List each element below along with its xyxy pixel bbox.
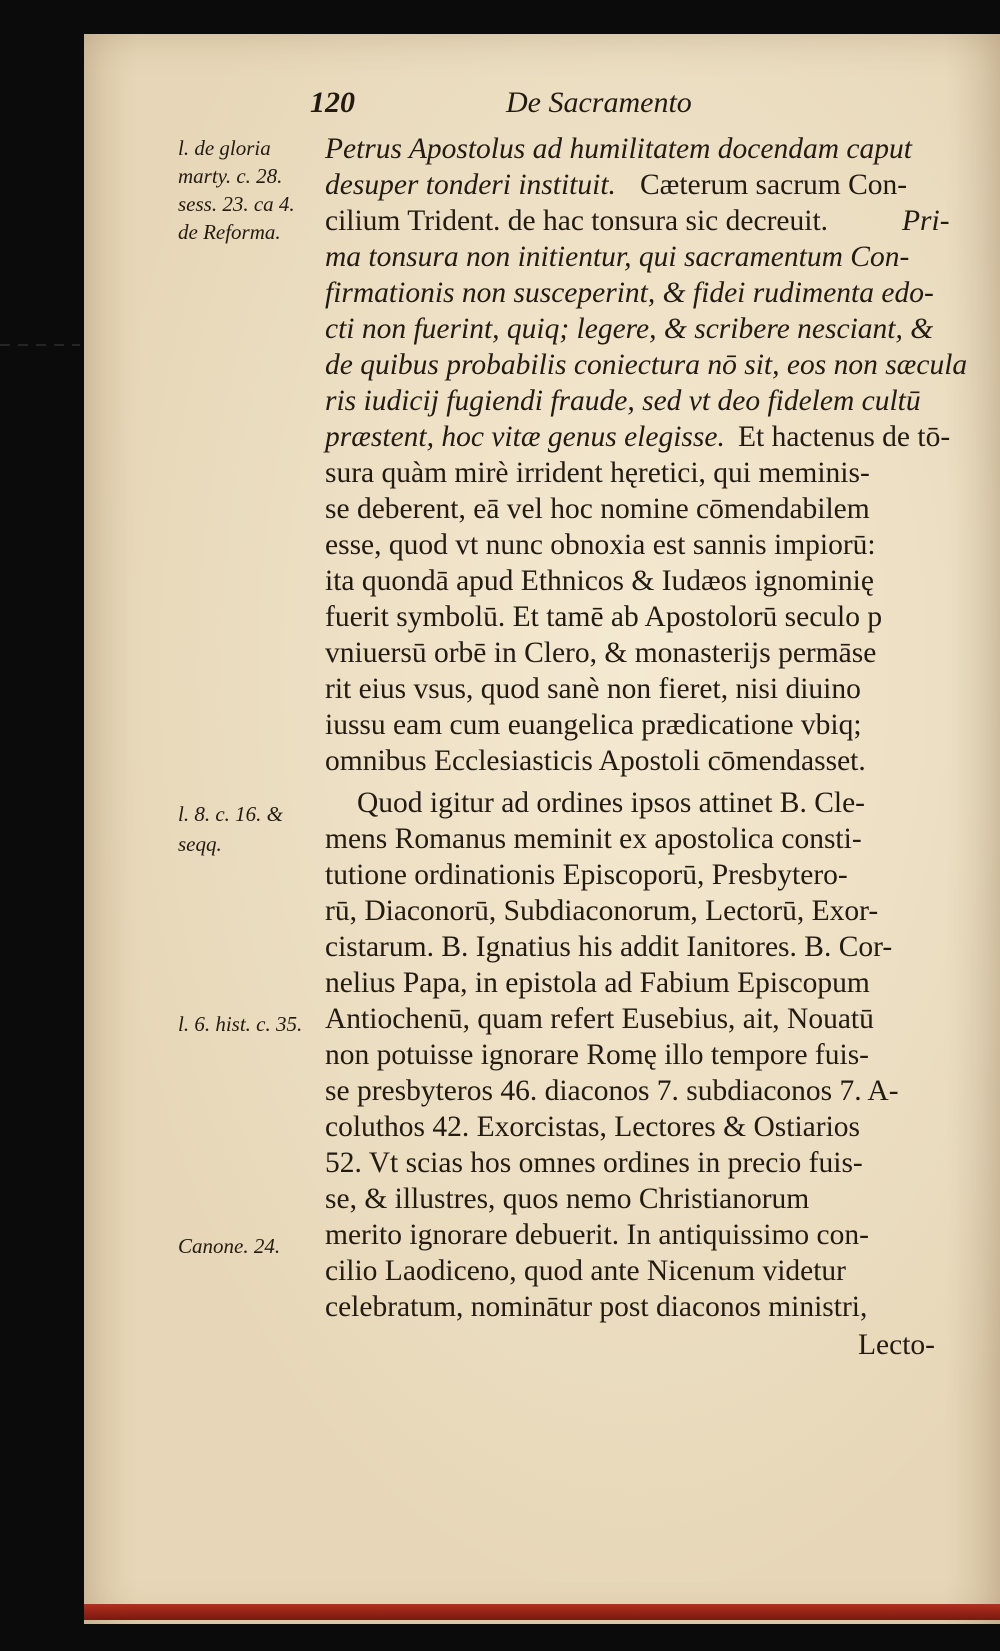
page-edge bbox=[84, 1604, 1000, 1620]
margin-note: Canone. 24. bbox=[178, 1234, 281, 1258]
text-line: mens Romanus meminit ex apostolica consti- bbox=[325, 823, 862, 855]
text-line: rit eius vsus, quod sanè non fieret, nisi diuino bbox=[325, 673, 861, 705]
text-line: præstent, hoc vitæ genus elegisse. bbox=[325, 421, 725, 453]
text-line: merito ignorare debuerit. In antiquissimo con- bbox=[325, 1219, 869, 1251]
text-line: Et hactenus de tō- bbox=[738, 421, 951, 453]
margin-note: l. 8. c. 16. & bbox=[178, 802, 283, 826]
text-line: non potuisse ignorare Romę illo tempore fuis- bbox=[325, 1039, 870, 1071]
text-line: tutione ordinationis Episcoporū, Presbytero- bbox=[325, 859, 848, 891]
text-line: celebratum, nominātur post diaconos ministri, bbox=[325, 1291, 868, 1323]
text-line: se presbyteros 46. diaconos 7. subdiaconos 7. A- bbox=[325, 1075, 899, 1107]
text-line: ita quondā apud Ethnicos & Iudæos ignominię bbox=[325, 565, 874, 597]
text-line: Cæterum sacrum Con- bbox=[640, 169, 908, 201]
running-header bbox=[310, 86, 692, 120]
text-line: cilium Trident. de hac tonsura sic decreuit. bbox=[325, 205, 829, 237]
margin-note: l. 6. hist. c. 35. bbox=[178, 1012, 303, 1036]
catchword: Lecto- bbox=[858, 1329, 935, 1361]
margin-note: seqq. bbox=[178, 832, 222, 856]
text-line: coluthos 42. Exorcistas, Lectores & Ostiarios bbox=[325, 1111, 860, 1143]
text-line: Antiochenū, quam refert Eusebius, ait, Nouatū bbox=[325, 1003, 874, 1035]
text-line: se deberent, eā vel hoc nomine cōmendabilem bbox=[325, 493, 870, 525]
margin-note: marty. c. 28. bbox=[178, 164, 283, 188]
text-line: sura quàm mirè irrident hęretici, qui meminis- bbox=[325, 457, 870, 489]
text-line: Petrus Apostolus ad humilitatem docendam caput bbox=[325, 133, 912, 165]
text-line: nelius Papa, in epistola ad Fabium Episcopum bbox=[325, 967, 870, 999]
text-line: rū, Diaconorū, Subdiaconorum, Lectorū, Exor- bbox=[325, 895, 879, 927]
text-line: Quod igitur ad ordines ipsos attinet B. Cle- bbox=[357, 787, 865, 819]
text-line: Pri- bbox=[902, 205, 950, 237]
running-title: De Sacramento bbox=[506, 86, 692, 119]
text-line: omnibus Ecclesiasticis Apostoli cōmendasset. bbox=[325, 745, 866, 777]
text-line: esse, quod vt nunc obnoxia est sannis impiorū: bbox=[325, 529, 876, 561]
margin-note: l. de gloria bbox=[178, 136, 271, 160]
text-line: 52. Vt scias hos omnes ordines in precio fuis- bbox=[325, 1147, 863, 1179]
text-line: vniuersū orbē in Clero, & monasterijs permāse bbox=[325, 637, 877, 669]
text-line: ris iudicij fugiendi fraude, sed vt deo fidelem cultū bbox=[325, 385, 921, 417]
text-line: firmationis non susceperint, & fidei rudimenta edo- bbox=[325, 277, 934, 309]
text-line: fuerit symbolū. Et tamē ab Apostolorū seculo p bbox=[325, 601, 883, 633]
text-line: de quibus probabilis coniectura nō sit, eos non sæcula bbox=[325, 349, 968, 381]
margin-note: sess. 23. ca 4. bbox=[178, 192, 295, 216]
text-line: desuper tonderi instituit. bbox=[325, 169, 616, 201]
text-line: cistarum. B. Ignatius his addit Ianitores. B. Cor- bbox=[325, 931, 893, 963]
scan-margin-mark bbox=[0, 344, 80, 346]
page-number: 120 bbox=[310, 86, 355, 119]
text-line: cti non fuerint, quiq; legere, & scribere nesciant, & bbox=[325, 313, 934, 345]
text-line: ma tonsura non initientur, qui sacramentum Con- bbox=[325, 241, 910, 273]
margin-note: de Reforma. bbox=[178, 220, 281, 244]
text-line: cilio Laodiceno, quod ante Nicenum videtur bbox=[325, 1255, 847, 1287]
text-line: se, & illustres, quos nemo Christianorum bbox=[325, 1183, 810, 1215]
text-line: iussu eam cum euangelica prædicatione vbiq; bbox=[325, 709, 862, 741]
